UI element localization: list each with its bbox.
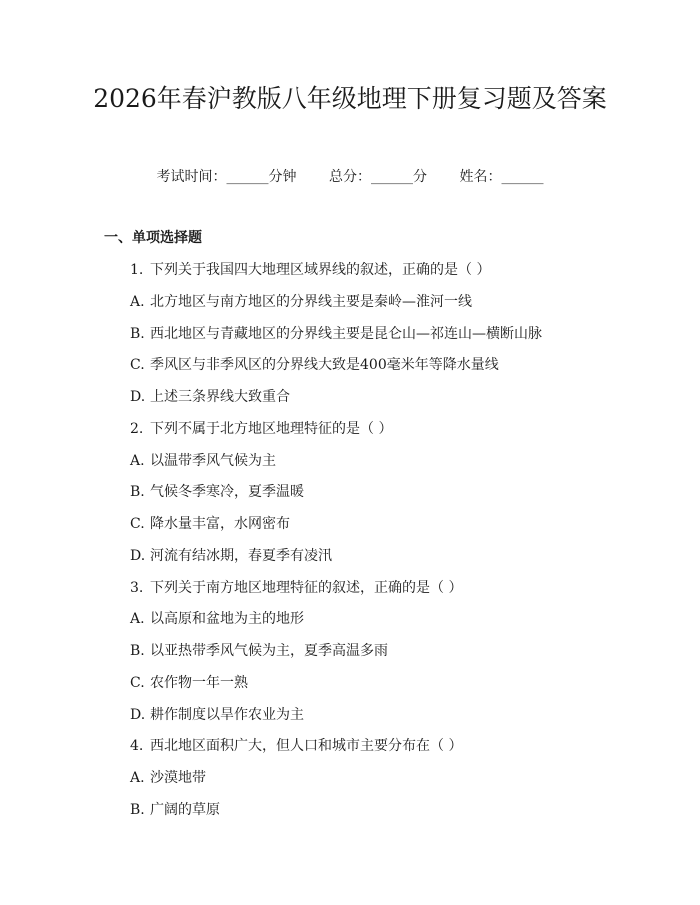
line-text: 以温带季风气候为主 bbox=[150, 452, 276, 469]
option-3c bbox=[130, 673, 650, 705]
line-label: A. bbox=[130, 611, 145, 628]
option-1c bbox=[130, 355, 650, 387]
question-3 bbox=[130, 578, 650, 610]
total-score: 总分：______分 bbox=[329, 169, 427, 185]
option-3d bbox=[130, 705, 650, 737]
line-label: D. bbox=[130, 706, 146, 723]
line-label: A. bbox=[130, 293, 145, 310]
line-label: A. bbox=[130, 770, 145, 786]
line-text: 耕作制度以旱作农业为主 bbox=[150, 706, 304, 723]
line-text: 下列不属于北方地区地理特征的是（ ） bbox=[150, 420, 393, 437]
student-name: 姓名：______ bbox=[459, 169, 544, 185]
line-label: A. bbox=[130, 452, 145, 469]
line-label: 3. bbox=[130, 579, 144, 596]
line-text: 河流有结冰期，春夏季有凌汛 bbox=[150, 547, 332, 564]
question-2 bbox=[130, 419, 650, 451]
line-label: B. bbox=[130, 801, 145, 818]
line-label: 1. bbox=[130, 262, 144, 278]
line-label: B. bbox=[130, 325, 145, 342]
document-title: 2026年春沪教版八年级地理下册复习题及答案 bbox=[93, 84, 607, 113]
student-name-blank[interactable]: ______ bbox=[501, 169, 544, 185]
option-4b bbox=[130, 800, 650, 832]
line-text: 下列关于南方地区地理特征的叙述，正确的是（ ） bbox=[150, 579, 463, 596]
exam-time-blank[interactable]: ______ bbox=[226, 169, 269, 185]
line-label: C. bbox=[130, 357, 145, 374]
line-text: 以高原和盆地为主的地形 bbox=[150, 611, 304, 628]
option-3a bbox=[130, 609, 650, 641]
exam-time: 考试时间：______分钟 bbox=[156, 169, 297, 185]
line-text: 降水量丰富，水网密布 bbox=[150, 516, 290, 532]
line-text: 以亚热带季风气候为主，夏季高温多雨 bbox=[150, 643, 388, 659]
line-text: 气候冬季寒冷，夏季温暖 bbox=[150, 484, 304, 501]
option-1a bbox=[130, 292, 650, 324]
option-3b bbox=[130, 641, 650, 673]
line-label: B. bbox=[130, 484, 145, 501]
option-2d bbox=[130, 546, 650, 578]
option-1b bbox=[130, 324, 650, 356]
line-label: D. bbox=[130, 547, 146, 564]
line-text: 农作物一年一熟 bbox=[150, 674, 248, 691]
option-2c bbox=[130, 514, 650, 546]
line-text: 北方地区与南方地区的分界线主要是秦岭—淮河一线 bbox=[150, 293, 472, 310]
question-1 bbox=[130, 260, 650, 292]
option-1d bbox=[130, 387, 650, 419]
section-heading: 一、单项选择题 bbox=[104, 230, 202, 246]
line-label: B. bbox=[130, 643, 145, 659]
line-text: 季风区与非季风区的分界线大致是400毫米年等降水量线 bbox=[150, 357, 499, 374]
line-text: 上述三条界线大致重合 bbox=[150, 389, 290, 405]
option-4a bbox=[130, 768, 650, 800]
option-2b bbox=[130, 482, 650, 514]
question-4 bbox=[130, 736, 650, 768]
line-text: 沙漠地带 bbox=[150, 770, 206, 786]
line-text: 西北地区面积广大，但人口和城市主要分布在（ ） bbox=[150, 738, 463, 755]
line-label: D. bbox=[130, 389, 146, 405]
line-label: 4. bbox=[130, 738, 144, 755]
question-list bbox=[130, 260, 650, 832]
line-label: 2. bbox=[130, 420, 144, 437]
total-score-blank[interactable]: ______ bbox=[371, 169, 413, 185]
exam-meta bbox=[0, 167, 700, 187]
option-2a bbox=[130, 451, 650, 483]
line-text: 西北地区与青藏地区的分界线主要是昆仑山—祁连山—横断山脉 bbox=[150, 325, 542, 342]
line-text: 下列关于我国四大地理区域界线的叙述，正确的是（ ） bbox=[150, 262, 491, 278]
line-label: C. bbox=[130, 516, 145, 532]
line-label: C. bbox=[130, 674, 145, 691]
line-text: 广阔的草原 bbox=[150, 801, 220, 818]
